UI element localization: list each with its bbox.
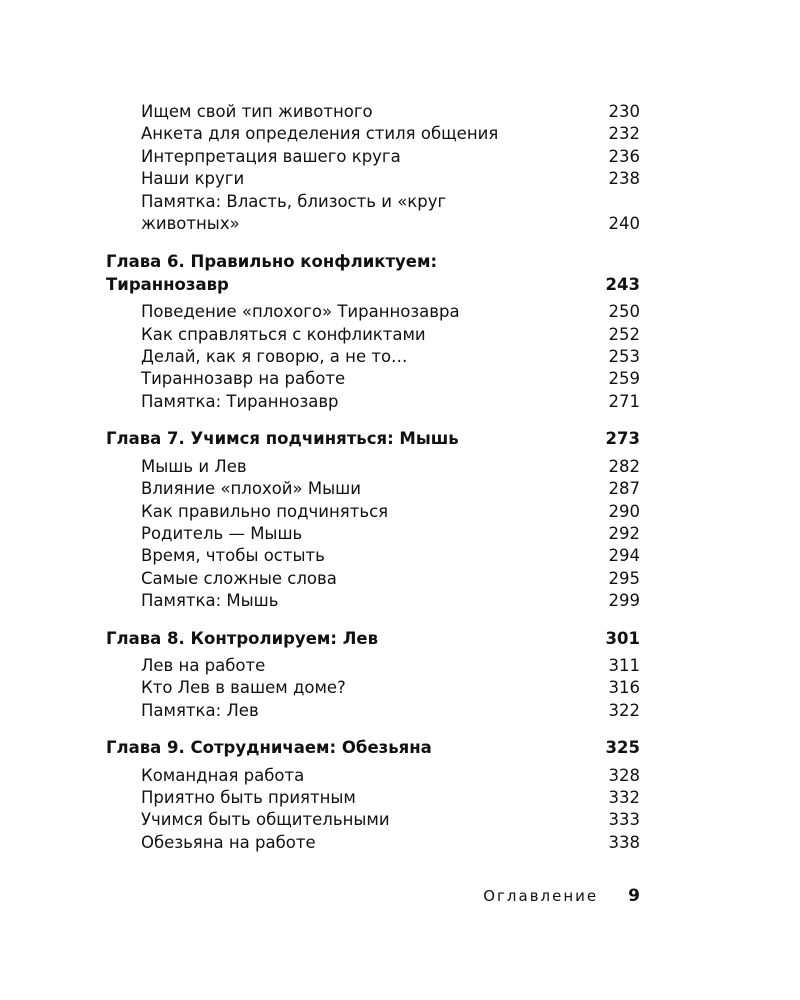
toc-entry — [106, 101, 640, 123]
toc-entry-page: 311 — [608, 655, 640, 675]
toc-entry-title: Памятка: Мышь — [141, 591, 279, 611]
toc-entry-title: Учимся быть общительными — [141, 810, 390, 830]
running-footer-label: Оглавление — [483, 887, 599, 905]
toc-entry-title: Мышь и Лев — [141, 456, 247, 476]
toc-entry-title: Наши круги — [141, 169, 245, 189]
chapter-title: Глава 7. Учимся подчиняться: Мышь — [106, 429, 459, 449]
toc-entry — [106, 765, 640, 787]
toc-entry — [106, 655, 640, 677]
toc-entry-title: Обезьяна на работе — [141, 832, 316, 852]
toc-entry — [106, 346, 640, 368]
toc-entry — [106, 501, 640, 523]
toc-chapter-8 — [106, 628, 640, 650]
toc-entry-page: 294 — [608, 546, 640, 566]
toc-entry-title: Тираннозавр на работе — [141, 369, 346, 389]
toc-entry — [106, 787, 640, 809]
toc-entry-title: Ищем свой тип животного — [141, 102, 373, 121]
toc-entry — [106, 545, 640, 567]
toc-entry-title: Кто Лев в вашем доме? — [141, 678, 346, 698]
page-footer — [483, 886, 640, 906]
chapter-page: 325 — [605, 738, 640, 758]
toc-entry-title: Приятно быть приятным — [141, 787, 356, 807]
toc-entry — [106, 301, 640, 323]
toc-entry-page: 316 — [608, 678, 640, 698]
toc-chapter-7 — [106, 428, 640, 450]
chapter-page: 273 — [605, 429, 640, 449]
toc-entry-page: 236 — [608, 146, 640, 166]
chapter-title: Глава 9. Сотрудничаем: Обезьяна — [106, 738, 432, 758]
toc-top-entries — [106, 101, 640, 235]
toc-entry-title: Памятка: Лев — [141, 700, 259, 720]
toc-entry-page: 271 — [608, 391, 640, 411]
chapter-title: Глава 6. Правильно конфликтуем: Тираннозавр — [106, 252, 438, 294]
page-number: 9 — [628, 886, 640, 906]
toc-entry-page: 282 — [608, 456, 640, 476]
toc-entry — [106, 391, 640, 413]
toc-entry-page: 322 — [608, 700, 640, 720]
toc-entry-title: Памятка: Тираннозавр — [141, 391, 339, 411]
toc-entry-page: 259 — [608, 369, 640, 389]
toc-entry — [106, 568, 640, 590]
toc-entry-page: 290 — [608, 501, 640, 521]
toc-entry — [106, 832, 640, 854]
toc-entry-page: 332 — [608, 787, 640, 807]
toc-entry-page: 250 — [608, 302, 640, 322]
toc-entry-page: 333 — [608, 810, 640, 830]
toc-entry-page: 252 — [608, 324, 640, 344]
toc-entry-page: 253 — [608, 347, 640, 367]
toc-entry — [106, 677, 640, 699]
toc-entry-title: Время, чтобы остыть — [141, 546, 325, 566]
toc-entry-page: 299 — [608, 591, 640, 611]
toc-entry-page: 287 — [608, 479, 640, 499]
toc-entry-page: 232 — [608, 124, 640, 144]
toc-chapter-9 — [106, 737, 640, 759]
toc-entry — [106, 809, 640, 831]
toc-entry-title: Памятка: Власть, близость и «круг животных» — [141, 191, 447, 234]
toc-entry — [106, 168, 640, 190]
toc-entry-title: Как правильно подчиняться — [141, 501, 389, 521]
toc-entry-page: 338 — [608, 832, 640, 852]
toc-entry-page: 238 — [608, 169, 640, 189]
toc-entry-title: Делай, как я говорю, а не то… — [141, 347, 408, 367]
toc-chapter-6 — [106, 251, 640, 296]
toc-entry — [106, 146, 640, 168]
toc-entry-title: Анкета для определения стиля общения — [141, 124, 499, 144]
toc-entry — [106, 456, 640, 478]
table-of-contents — [106, 101, 640, 854]
toc-entry-title: Интерпретация вашего круга — [141, 146, 401, 166]
toc-entry-page: 328 — [608, 765, 640, 785]
toc-entry — [106, 324, 640, 346]
chapter-page: 243 — [605, 274, 640, 294]
toc-entry-title: Лев на работе — [141, 655, 266, 675]
toc-entry-title: Поведение «плохого» Тираннозавра — [141, 302, 460, 322]
toc-entry-title: Как справляться с конфликтами — [141, 324, 426, 344]
chapter-page: 301 — [605, 628, 640, 648]
toc-entry-page: 292 — [608, 523, 640, 543]
toc-entry — [106, 478, 640, 500]
toc-entry — [106, 123, 640, 145]
toc-entry-page: 230 — [608, 102, 640, 121]
toc-entry-page: 240 — [608, 214, 640, 234]
toc-entry-title: Самые сложные слова — [141, 568, 337, 588]
toc-entry — [106, 700, 640, 722]
toc-entry-title: Влияние «плохой» Мыши — [141, 479, 361, 499]
toc-entry-title: Командная работа — [141, 765, 305, 785]
toc-entry-title: Родитель — Мышь — [141, 523, 303, 543]
toc-entry — [106, 590, 640, 612]
toc-entry — [106, 368, 640, 390]
toc-entry — [106, 523, 640, 545]
chapter-title: Глава 8. Контролируем: Лев — [106, 628, 379, 648]
toc-entry — [106, 191, 640, 236]
toc-entry-page: 295 — [608, 568, 640, 588]
